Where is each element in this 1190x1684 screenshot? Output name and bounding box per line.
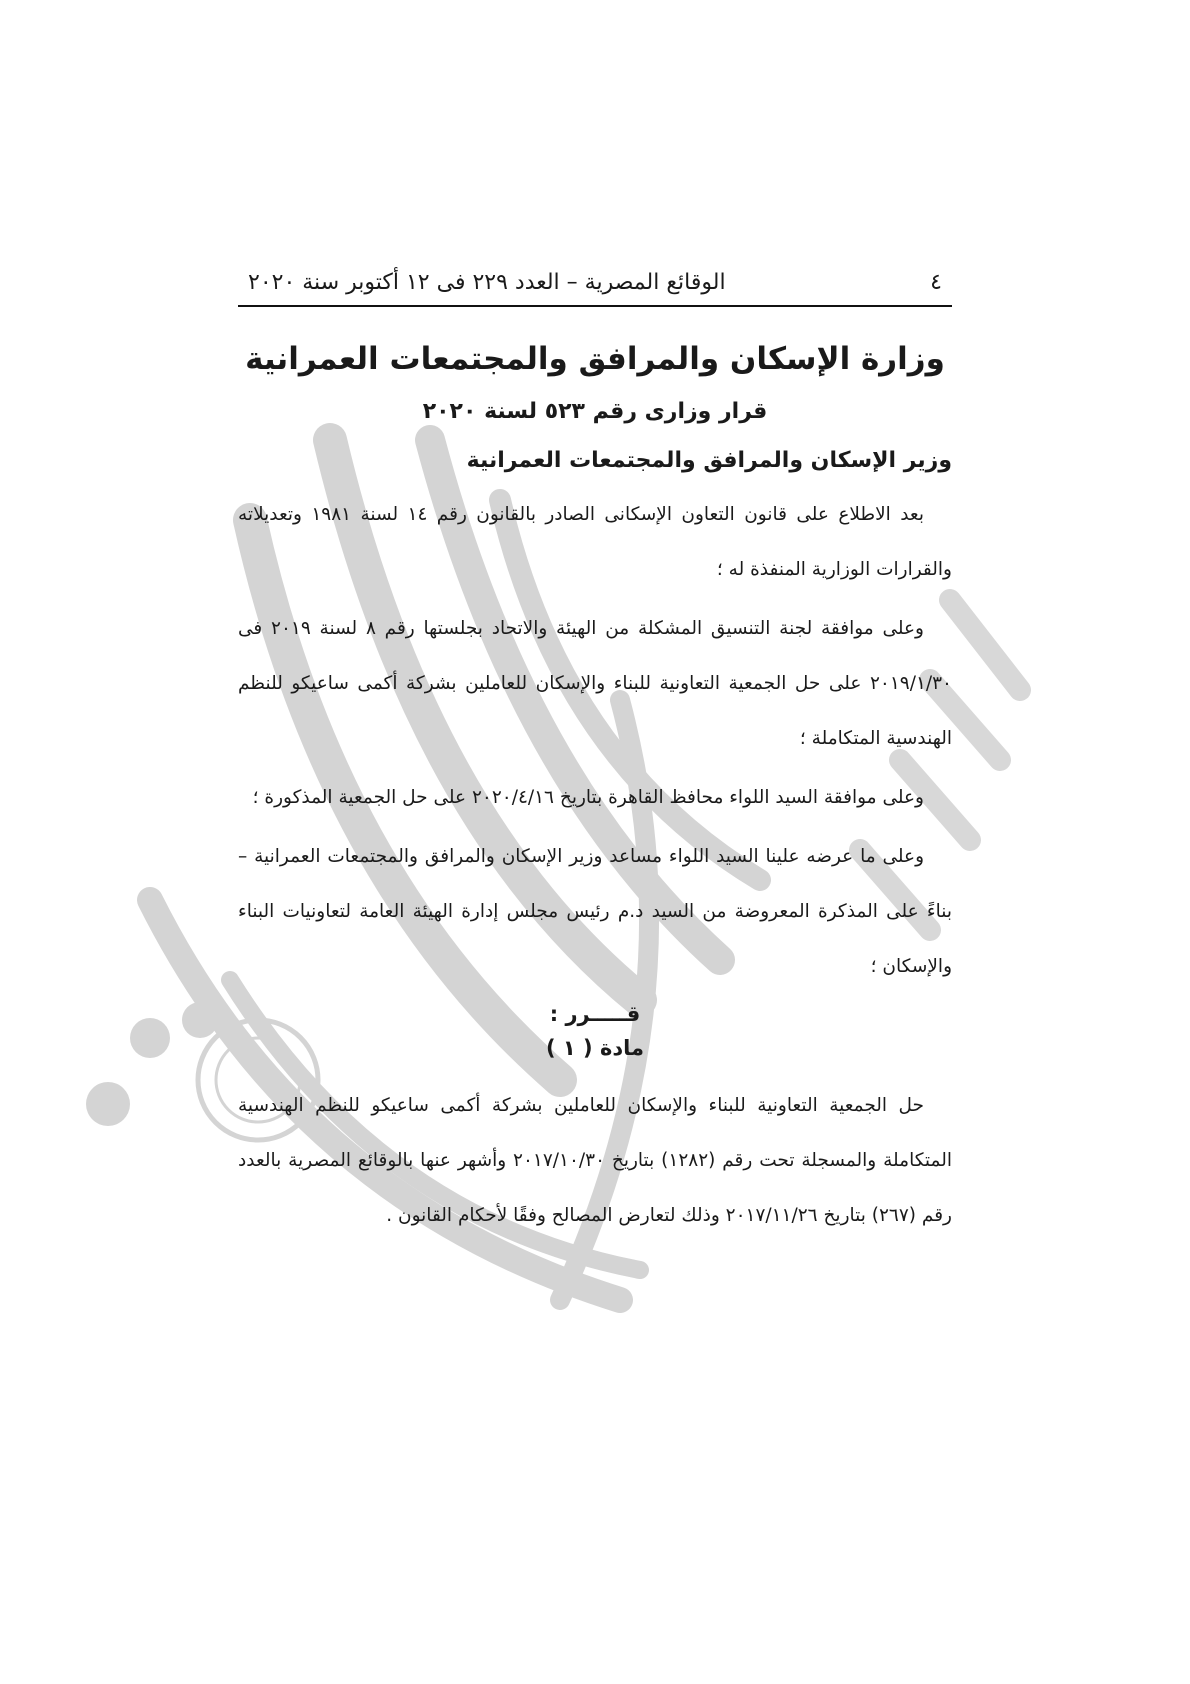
page-number: ٤: [930, 270, 942, 295]
minister-title: وزير الإسكان والمرافق والمجتمعات العمرانية: [466, 448, 952, 473]
preamble-paragraph: وعلى موافقة لجنة التنسيق المشكلة من الهيئة والاتحاد بجلستها رقم ٨ لسنة ٢٠١٩ فى ٢٠١٩/١/٣٠ على حل الجمعية التعاونية للبناء والإسكان للعاملين بشركة أكمى ساعيكو للنظم الهندسية المتكاملة ؛: [238, 618, 952, 749]
article-body: حل الجمعية التعاونية للبناء والإسكان للعاملين بشركة أكمى ساعيكو للنظم الهندسية المتكاملة والمسجلة تحت رقم (١٢٨٢) بتاريخ ٢٠١٧/١٠/٣٠ وأشهر عنها بالوقائع المصرية بالعدد رقم (٢٦٧) بتاريخ ٢٠١٧/١١/٢٦ وذلك لتعارض المصالح وفقًا لأحكام القانون .: [238, 1095, 952, 1226]
decided-heading: قـــــرر :: [549, 1002, 641, 1026]
article-title: مادة ( ١ ): [545, 1036, 645, 1060]
decree-title: قرار وزارى رقم ٥٢٣ لسنة ٢٠٢٠: [422, 399, 768, 424]
gazette-page: [238, 270, 952, 1243]
ministry-title: وزارة الإسكان والمرافق والمجتمعات العمرانية: [245, 341, 945, 377]
gazette-issue-line: الوقائع المصرية – العدد ٢٢٩ فى ١٢ أكتوبر سنة ٢٠٢٠: [248, 270, 726, 295]
preamble-paragraph: وعلى موافقة السيد اللواء محافظ القاهرة بتاريخ ٢٠٢٠/٤/١٦ على حل الجمعية المذكورة ؛: [252, 787, 924, 808]
preamble-paragraph: بعد الاطلاع على قانون التعاون الإسكانى الصادر بالقانون رقم ١٤ لسنة ١٩٨١ وتعديلاته والقرارات الوزارية المنفذة له ؛: [238, 504, 952, 580]
preamble-paragraph: وعلى ما عرضه علينا السيد اللواء مساعد وزير الإسكان والمرافق والمجتمعات العمرانية – بناءً على المذكرة المعروضة من السيد د.م رئيس مجلس إدارة الهيئة العامة لتعاونيات البناء والإسكان ؛: [238, 846, 952, 977]
running-header: [238, 270, 952, 307]
